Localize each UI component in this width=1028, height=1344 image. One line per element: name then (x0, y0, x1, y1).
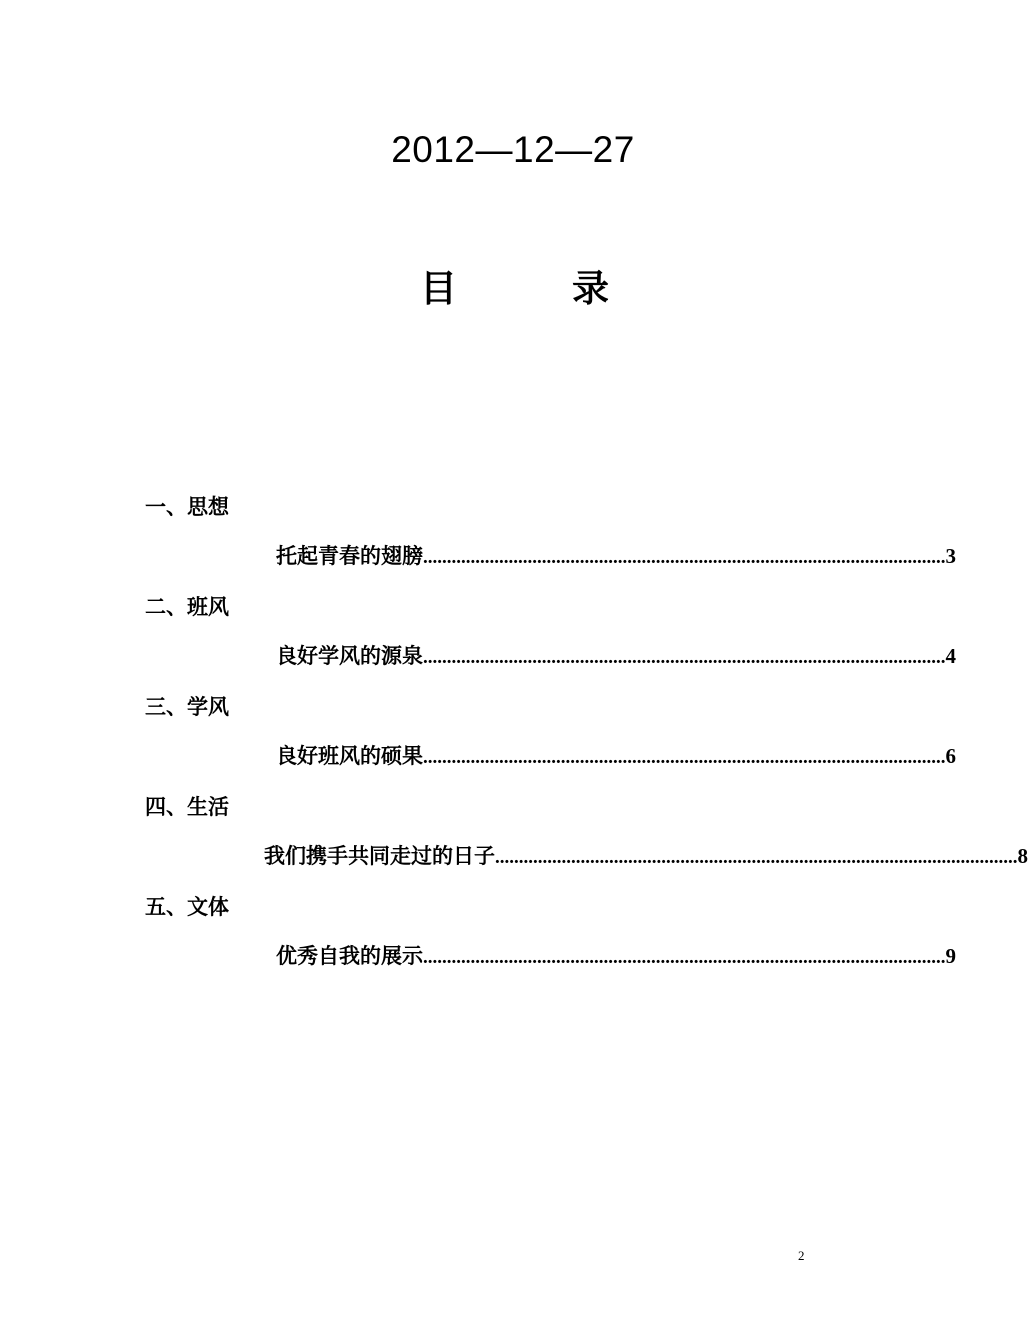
toc-entry-page-number: 3 (945, 544, 956, 568)
toc-entry-page-number: 6 (945, 744, 956, 768)
toc-section-heading: 三、学风 (145, 695, 229, 719)
toc-title (420, 264, 620, 314)
toc-leader-dots: .............................................................................................................. (423, 647, 946, 668)
toc-leader-dots: .............................................................................................................. (423, 547, 946, 568)
toc-section-heading: 五、文体 (145, 895, 229, 919)
toc-entry[interactable] (264, 841, 1028, 873)
document-date: 2012—12—27 (391, 129, 635, 170)
toc-entry-page-number: 8 (1017, 844, 1028, 868)
toc-title-char-2: 录 (572, 267, 609, 310)
toc-entry[interactable] (276, 541, 956, 573)
toc-entry-page-number: 4 (945, 644, 956, 668)
footer-page-number: 2 (798, 1248, 805, 1263)
toc-entry-title: 我们携手共同走过的日子 (264, 844, 495, 868)
toc-leader-dots: .............................................................................................................. (423, 947, 946, 968)
toc-section-heading: 二、班风 (145, 595, 229, 619)
toc-entry-page-number: 9 (945, 944, 956, 968)
toc-entry-title: 优秀自我的展示 (276, 944, 423, 968)
toc-entry-title: 良好班风的硕果 (276, 744, 423, 768)
toc-leader-dots: .............................................................................................................. (495, 847, 1018, 868)
toc-section-heading: 四、生活 (145, 795, 229, 819)
toc-leader-dots: .............................................................................................................. (423, 747, 946, 768)
toc-section-heading: 一、思想 (145, 495, 229, 519)
toc-entry[interactable] (276, 741, 956, 773)
toc-entry-title: 托起青春的翅膀 (276, 544, 423, 568)
toc-entry-title: 良好学风的源泉 (276, 644, 423, 668)
toc-entry[interactable] (276, 941, 956, 973)
toc-entry[interactable] (276, 641, 956, 673)
toc-title-char-1: 目 (420, 267, 457, 310)
